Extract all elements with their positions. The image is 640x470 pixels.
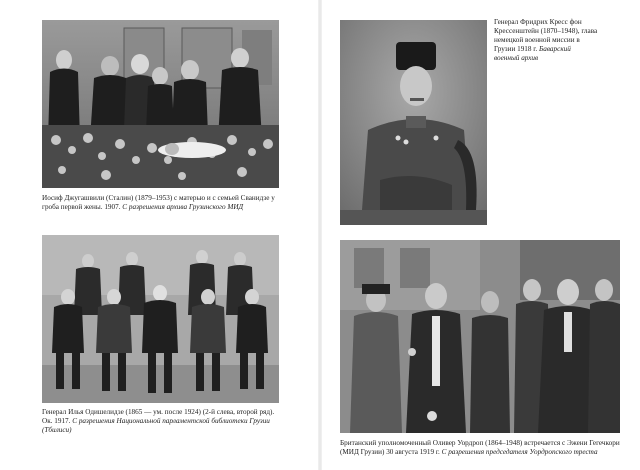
caption-funeral-text: Иосиф Джугашвили (Сталин) (1879–1953) с матерью и с семьей Сванидзе у гроба первой жены. 1907.: [42, 194, 275, 211]
caption-funeral-source: С разрешения архива Грузинского МИД: [122, 203, 244, 211]
photo-general-portrait: [340, 20, 487, 225]
photo-funeral: [42, 20, 279, 188]
page-gutter: [318, 0, 322, 470]
caption-street-source: С разрешения председателя Уордропского треста: [441, 448, 598, 456]
caption-officers-group: [42, 408, 280, 435]
caption-general-source: Баварский военный архив: [494, 45, 571, 62]
caption-street-meeting: [340, 439, 622, 457]
caption-officers-source: С разрешения Национальной парламентской библиотеки Грузии (Тбилиси): [42, 417, 270, 434]
caption-street-text: Британский уполномоченный Оливер Уордроп (1864–1948) встречается с Эжени Гегечкори (МИД Грузии) 30 августа 1919 г.: [340, 439, 620, 456]
photo-officers-group: [42, 235, 279, 403]
caption-general-portrait: [494, 18, 598, 63]
caption-funeral: [42, 194, 280, 212]
photo-street-meeting: [340, 240, 620, 433]
caption-general-text: Генерал Фридрих Кресс фон Крессенштейн (1870–1948), глава немецкой военной миссии в Грузии 1918 г.: [494, 18, 598, 53]
caption-officers-text: Генерал Илья Одишелидзе (1865 — ум. после 1924) (2-й слева, второй ряд). Ок. 1917.: [42, 408, 275, 425]
